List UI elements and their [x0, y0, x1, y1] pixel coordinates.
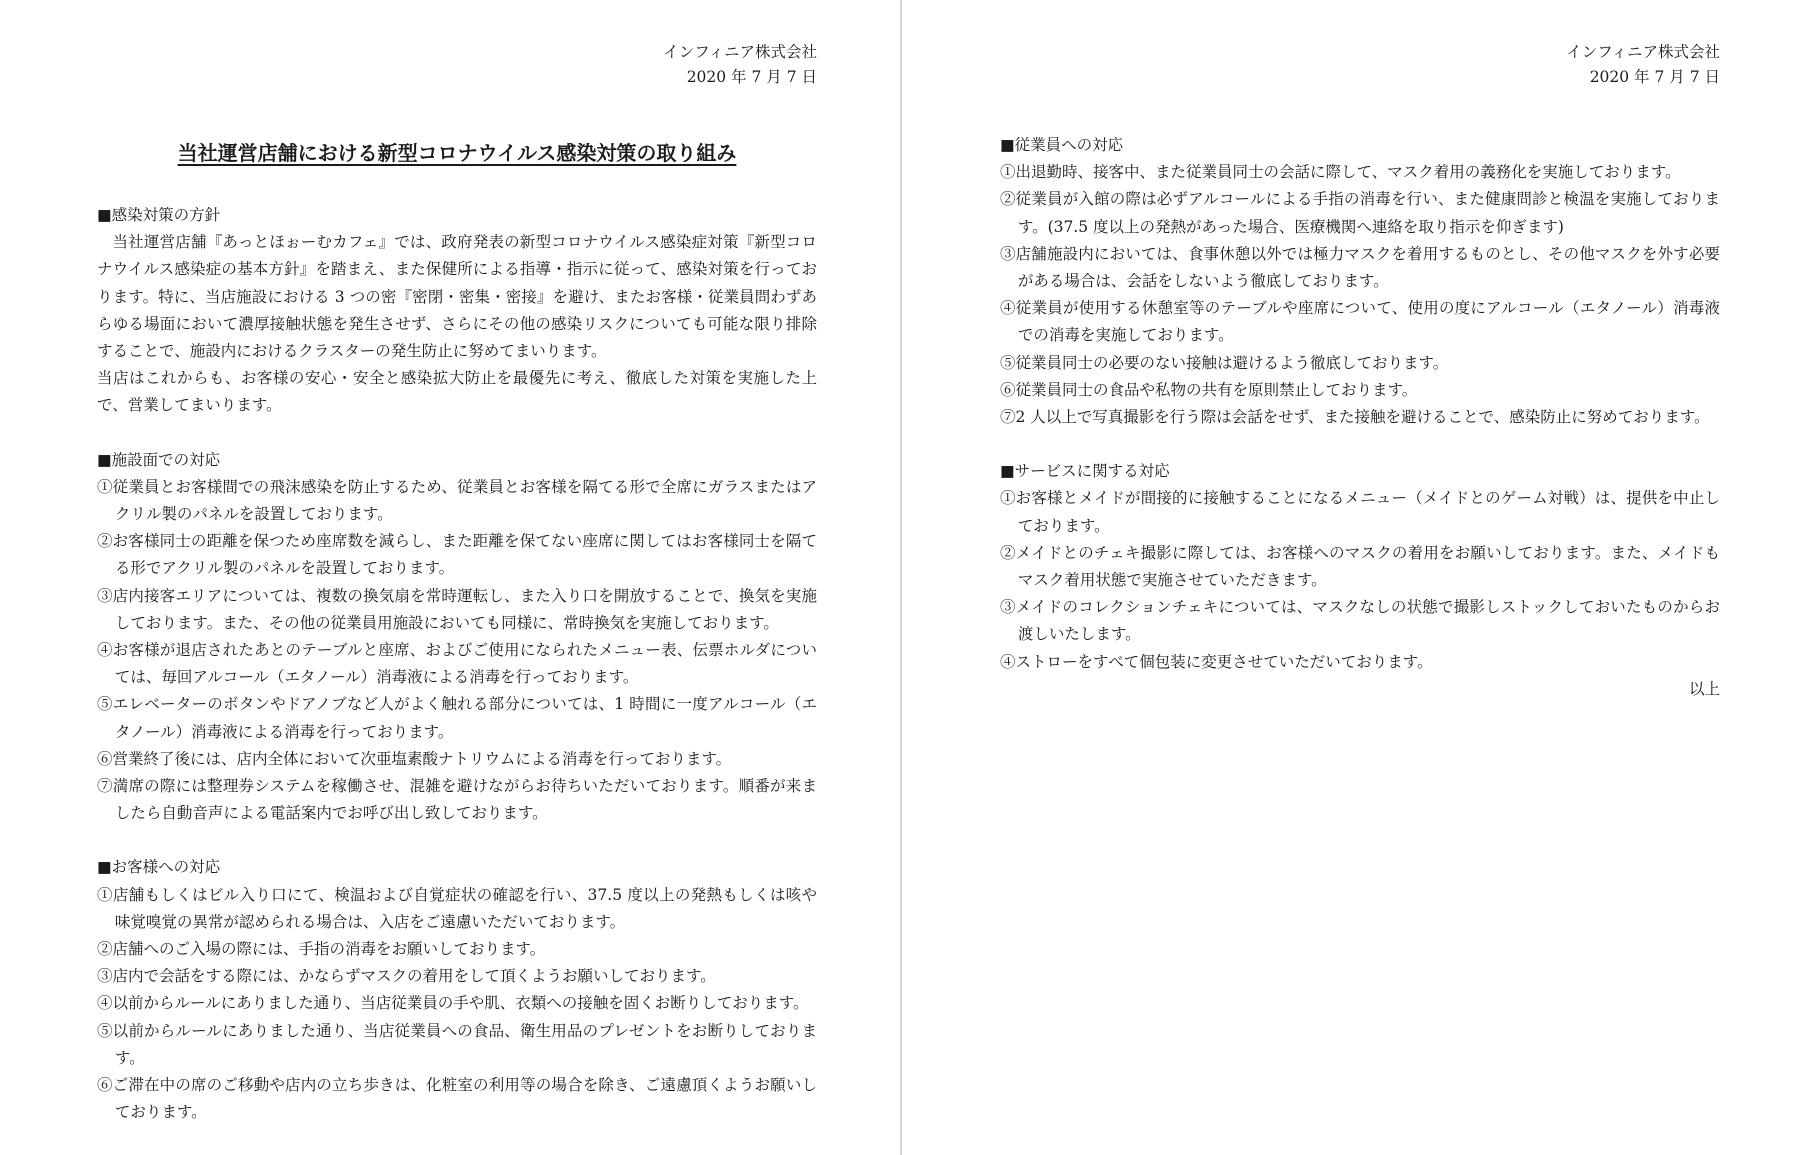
header-right — [1000, 40, 1720, 90]
issue-date: 2020 年 7 月 7 日 — [686, 68, 817, 86]
list-item: ②メイドとのチェキ撮影に際しては、お客様へのマスクの着用をお願いしております。また、メイドもマスク着用状態で実施させていただきます。 — [1000, 543, 1720, 590]
list-item: ①出退勤時、接客中、また従業員同士の会話に際して、マスク着用の義務化を実施しております。 — [1000, 163, 1681, 182]
company-name: インフィニア株式会社 — [663, 43, 817, 61]
list-item: ⑤従業員同士の必要のない接触は避けるよう徹底しております。 — [1000, 353, 1449, 372]
list-item: ②従業員が入館の際は必ずアルコールによる手指の消毒を行い、また健康問診と検温を実施しております。(37.5 度以上の発熱があった場合、医療機関へ連絡を取り指示を仰ぎます) — [1000, 190, 1720, 236]
section-heading: ■従業員への対応 — [1000, 136, 1124, 154]
issue-date: 2020 年 7 月 7 日 — [1589, 68, 1720, 86]
company-name: インフィニア株式会社 — [1566, 43, 1720, 61]
section-heading: ■施設面での対応 — [97, 450, 221, 469]
document-title: 当社運営店舗における新型コロナウイルス感染対策の取り組み — [177, 141, 737, 165]
list-item: ③店内で会話をする際には、かならずマスクの着用をして頂くようお願いしております。 — [97, 967, 716, 986]
list-item: ①従業員とお客様間での飛沫感染を防止するため、従業員とお客様を隔てる形で全席にガラスまたはアクリル製のパネルを設置しております。 — [97, 477, 817, 524]
section-heading: ■感染対策の方針 — [97, 206, 221, 224]
list-item: ④お客様が退店されたあとのテーブルと座席、およびご使用になられたメニュー表、伝票ホルダについては、毎回アルコール（エタノール）消毒液による消毒を行っております。 — [97, 641, 817, 687]
section-heading: ■お客様への対応 — [97, 858, 221, 877]
list-item: ⑥従業員同士の食品や私物の共有を原則禁止しております。 — [1000, 380, 1418, 399]
section-service — [1000, 458, 1720, 676]
list-item: ④従業員が使用する休憩室等のテーブルや座席について、使用の度にアルコール（エタノール）消毒液での消毒を実施しております。 — [1000, 299, 1720, 345]
list-item: ⑥ご滞在中の席のご移動や店内の立ち歩きは、化粧室の利用等の場合を除き、ご遠慮頂くようお願いしております。 — [97, 1076, 817, 1122]
list-item: ③店舗施設内においては、食事休憩以外では極力マスクを着用するものとし、その他マスクを外す必要がある場合は、会話をしないよう徹底しております。 — [1000, 244, 1720, 291]
page-divider — [900, 0, 902, 1155]
list-item: ⑤エレベーターのボタンやドアノブなど人がよく触れる部分については、1 時間に一度アルコール（エタノール）消毒液による消毒を行っております。 — [97, 695, 817, 741]
section-customers — [97, 854, 817, 1126]
section-staff — [1000, 132, 1720, 431]
page-right — [1000, 40, 1720, 703]
list-item: ⑦満席の際には整理券システムを稼働させ、混雑を避けながらお待ちいただいております。順番が来ましたら自動音声による電話案内でお呼び出し致しております。 — [97, 777, 817, 823]
page-left — [97, 40, 817, 1127]
list-item: ③店内接客エリアについては、複数の換気扇を常時運転し、また入り口を開放することで、換気を実施しております。また、その他の従業員用施設においても同様に、常時換気を実施しております。 — [97, 586, 817, 632]
list-item: ⑤以前からルールにありました通り、当店従業員への食品、衛生用品のプレゼントをお断りしております。 — [97, 1021, 817, 1067]
section-policy — [97, 202, 817, 420]
list-item: ②お客様同士の距離を保つため座席数を減らし、また距離を保てない座席に関してはお客様同士を隔てる形でアクリル製のパネルを設置しております。 — [97, 532, 817, 578]
list-item: ①お客様とメイドが間接的に接触することになるメニュー（メイドとのゲーム対戦）は、提供を中止しております。 — [1000, 489, 1720, 535]
section-heading: ■サービスに関する対応 — [1000, 462, 1170, 481]
policy-paragraph: 当店はこれからも、お客様の安心・安全と感染拡大防止を最優先に考え、徹底した対策を実施した上で、営業してまいります。 — [97, 369, 817, 415]
list-item: ⑦2 人以上で写真撮影を行う際は会話をせず、また接触を避けることで、感染防止に努めております。 — [1000, 408, 1710, 427]
list-item: ①店舗もしくはビル入り口にて、検温および自覚症状の確認を行い、37.5 度以上の発熱もしくは咳や味覚嗅覚の異常が認められる場合は、入店をご遠慮いただいております。 — [97, 885, 817, 931]
list-item: ④以前からルールにありました通り、当店従業員の手や肌、衣類への接触を固くお断りしております。 — [97, 994, 809, 1013]
list-item: ④ストローをすべて個包装に変更させていただいております。 — [1000, 652, 1433, 671]
list-item: ⑥営業終了後には、店内全体において次亜塩素酸ナトリウムによる消毒を行っております。 — [97, 749, 732, 768]
list-item: ③メイドのコレクションチェキについては、マスクなしの状態で撮影しストックしておいたものからお渡しいたします。 — [1000, 598, 1720, 644]
closing-remark: 以上 — [1688, 679, 1720, 698]
list-item: ②店舗へのご入場の際には、手指の消毒をお願いしております。 — [97, 940, 546, 959]
section-facility — [97, 447, 817, 828]
header-left — [97, 40, 817, 90]
policy-paragraph: 当社運営店舗『あっとほぉーむカフェ』では、政府発表の新型コロナウイルス感染症対策『新型コロナウイルス感染症の基本方針』を踏まえ、また保健所による指導・指示に従って、感染対策を行っております。特に、当店施設における 3 つの密『密閉・密集・密接』を避け、またお客様・従業員問わずあらゆる場面において濃厚接触状態を発生させず、さらにその他の感染リスクについても可能な限り排除することで、施設内におけるクラスターの発生防止に努めてまいります。 — [97, 233, 817, 361]
